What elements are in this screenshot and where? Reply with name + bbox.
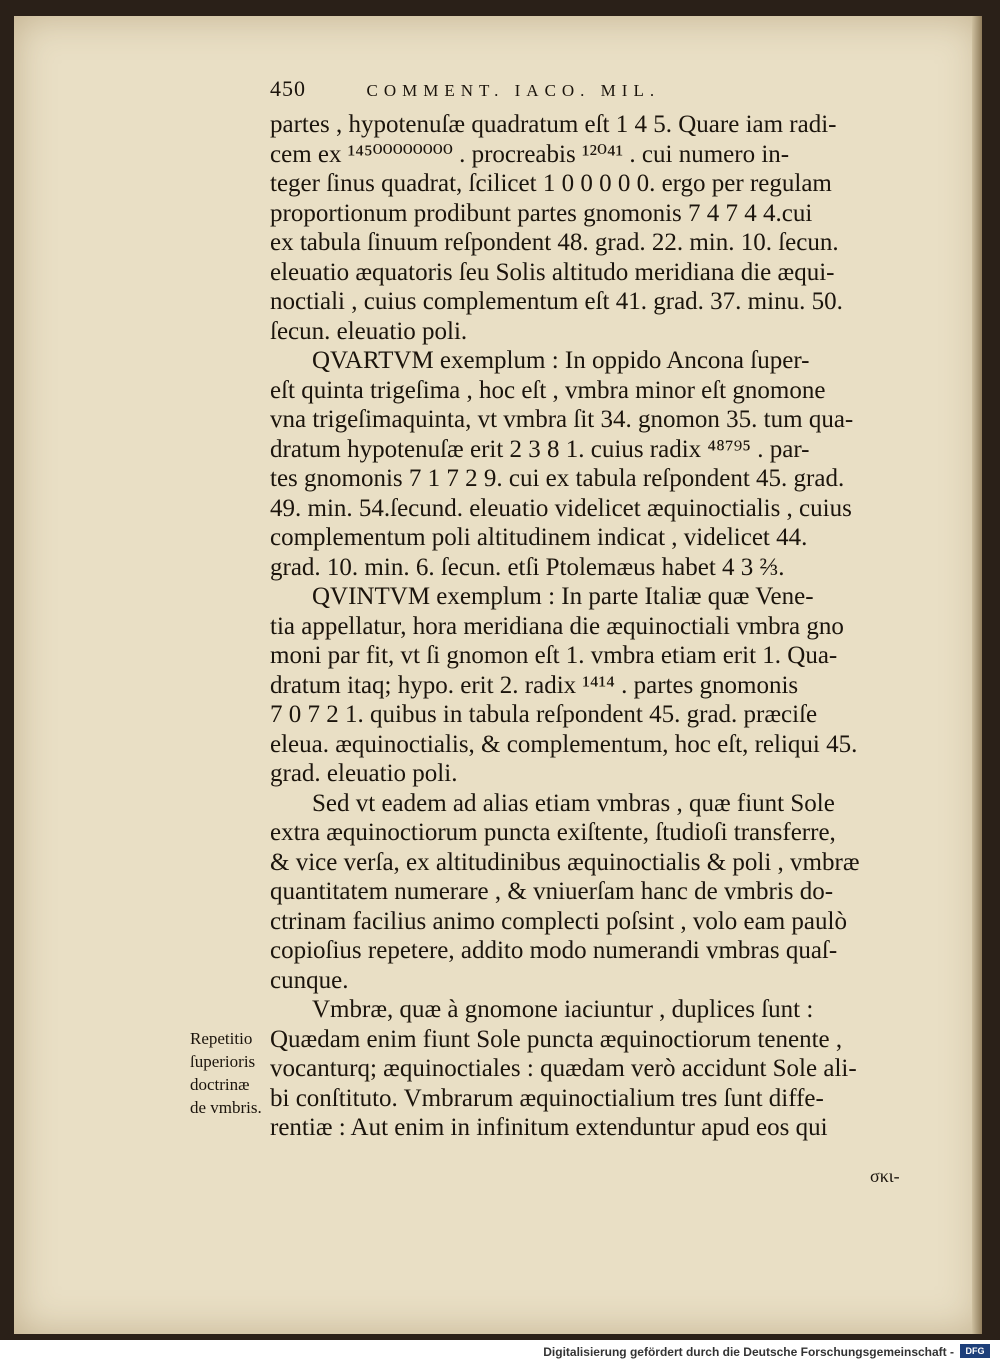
text-line: complementum poli altitudinem indicat , videlicet 44. [270, 524, 808, 551]
text-line: eleuatio æquatoris ſeu Solis altitudo meridiana die æqui- [270, 258, 835, 286]
text-line: proportionum prodibunt partes gnomonis 7 4 7 4 4.cui [270, 199, 813, 227]
text-line: & vice verſa, ex altitudinibus æquinoctialis & poli , vmbræ [270, 848, 860, 876]
paragraph-start-line: Vmbræ, quæ à gnomone iaciuntur , duplices ſunt : [312, 996, 814, 1023]
paragraph-start-line: QVINTVM exemplum : In parte Italiæ quæ Vene- [312, 583, 814, 610]
text-line: moni par fit, vt ſi gnomon eſt 1. vmbra etiam erit 1. Qua- [270, 642, 838, 669]
text-line: dratum itaq; hypo. erit 2. radix ¹⁴¹⁴ . partes gnomonis [270, 671, 799, 699]
text-line: 7 0 7 2 1. quibus in tabula reſpondent 45. grad. præciſe [270, 701, 818, 728]
text-line: cem ex ¹⁴⁵⁰⁰⁰⁰⁰⁰⁰⁰ . procreabis ¹²⁰⁴¹ . cui numero in- [270, 140, 790, 168]
text-line: Quædam enim fiunt Sole puncta æquinoctiorum tenente , [270, 1025, 843, 1053]
marginal-note-line: Repetitio [190, 1029, 253, 1048]
text-line: partes , hypotenuſæ quadratum eſt 1 4 5. Quare iam radi- [270, 111, 837, 138]
text-line: ſecun. eleuatio poli. [270, 317, 468, 345]
digitization-footer [0, 1340, 1000, 1362]
text-line: extra æquinoctiorum puncta exiſtente, ſtudioſi transferre, [270, 819, 836, 846]
footer-credit: Digitalisierung gefördert durch die Deutsche Forschungsgemeinschaft - [543, 1345, 954, 1359]
marginal-note-line: doctrinæ [190, 1075, 250, 1094]
page-header [270, 76, 830, 102]
paragraph-start-line: QVARTVM exemplum : In oppido Ancona ſuper- [312, 347, 810, 374]
text-line: quantitatem numerare , & vniuerſam hanc de vmbris do- [270, 878, 834, 905]
catchword: σκι- [870, 1166, 900, 1186]
text-line: teger ſinus quadrat, ſcilicet 1 0 0 0 0 0. ergo per regulam [270, 170, 832, 197]
text-line: 49. min. 54.ſecund. eleuatio videlicet æquinoctialis , cuius [270, 494, 852, 522]
text-line: vocanturq; æquinoctiales : quædam verò accidunt Sole ali- [270, 1055, 857, 1082]
text-line: eſt quinta trigeſima , hoc eſt , vmbra minor eſt gnomone [270, 376, 826, 404]
marginal-note-line: de vmbris. [190, 1098, 262, 1117]
text-line: copioſius repetere, addito modo numerandi vmbras quaſ- [270, 937, 838, 964]
text-line: cunque. [270, 966, 349, 994]
text-line: grad. eleuatio poli. [270, 760, 458, 787]
text-line: dratum hypotenuſæ erit 2 3 8 1. cuius radix ⁴⁸⁷⁹⁵ . par- [270, 435, 810, 463]
text-line: bi conſtituto. Vmbrarum æquinoctialium tres ſunt diffe- [270, 1084, 824, 1112]
text-line: tia appellatur, hora meridiana die æquinoctiali vmbra gno [270, 612, 844, 640]
text-line: noctiali , cuius complementum eſt 41. grad. 37. minu. 50. [270, 288, 843, 315]
marginal-note-line: ſuperioris [190, 1052, 256, 1071]
body-text [270, 110, 930, 1143]
marginal-note [190, 1027, 285, 1119]
text-line: ex tabula ſinuum reſpondent 48. grad. 22. min. 10. ſecun. [270, 229, 839, 256]
running-head: COMMENT. IACO. MIL. [366, 81, 661, 100]
text-line: vna trigeſimaquinta, vt vmbra ſit 34. gnomon 35. tum qua- [270, 406, 854, 433]
text-line: eleua. æquinoctialis, & complementum, hoc eſt, reliqui 45. [270, 730, 858, 758]
page-number: 450 [270, 76, 306, 101]
dfg-logo: DFG [960, 1344, 990, 1358]
text-line: grad. 10. min. 6. ſecun. etſi Ptolemæus habet 4 3 ⅔. [270, 553, 785, 581]
text-line: ctrinam facilius animo complecti poſsint , volo eam paulò [270, 907, 847, 935]
paragraph-start-line: Sed vt eadem ad alias etiam vmbras , quæ fiunt Sole [312, 789, 835, 817]
text-line: tes gnomonis 7 1 7 2 9. cui ex tabula reſpondent 45. grad. [270, 465, 845, 492]
page-spine [972, 16, 982, 1334]
text-line: rentiæ : Aut enim in infinitum extenduntur apud eos qui [270, 1114, 828, 1141]
